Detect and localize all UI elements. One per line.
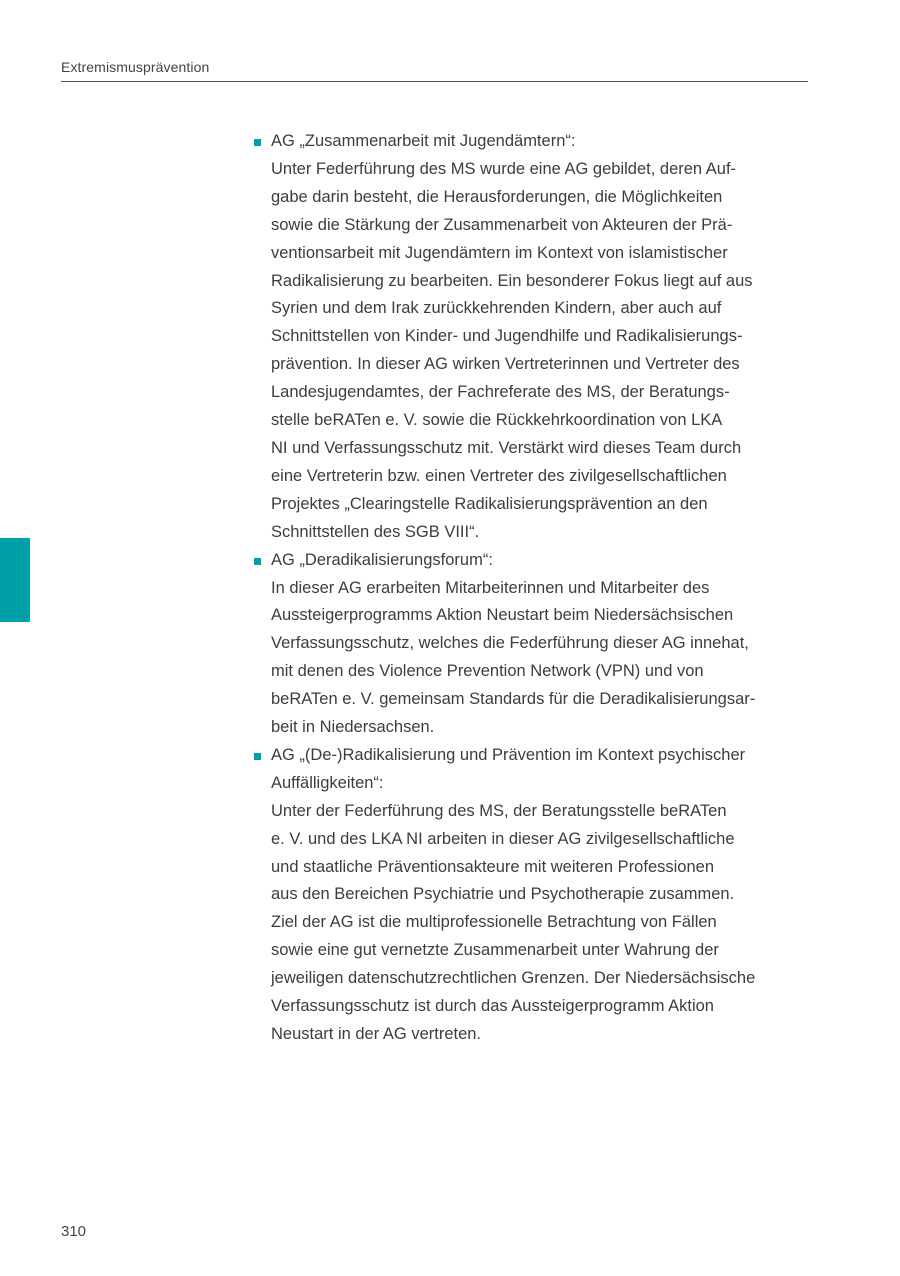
text-line: Neustart in der AG vertreten. [271, 1025, 482, 1043]
running-header: Extremismusprävention [61, 59, 210, 75]
text-line: jeweiligen datenschutzrechtlichen Grenzen. Der Niedersächsische [271, 969, 756, 988]
text-line: eine Vertreterin bzw. einen Vertreter des zivilgesellschaftlichen [271, 466, 727, 485]
text-line: gabe darin besteht, die Herausforderungen, die Möglichkeiten [271, 187, 723, 206]
list-item-body [271, 156, 814, 547]
list-item-body [271, 798, 814, 1049]
list-item [254, 128, 814, 547]
text-line: mit denen des Violence Prevention Network (VPN) und von [271, 662, 704, 681]
text-line: e. V. und des LKA NI arbeiten in dieser AG zivilgesellschaftliche [271, 829, 735, 848]
chapter-side-tab [0, 538, 30, 622]
text-line: Ziel der AG ist die multiprofessionelle Betrachtung von Fällen [271, 913, 717, 932]
working-groups-list [254, 128, 814, 1049]
text-line: prävention. In dieser AG wirken Vertreterinnen und Vertreter des [271, 355, 740, 374]
page-number: 310 [61, 1223, 87, 1240]
text-line: Unter Federführung des MS wurde eine AG gebildet, deren Auf- [271, 159, 737, 178]
text-line: Verfassungsschutz, welches die Federführung dieser AG innehat, [271, 634, 749, 653]
list-item [254, 547, 814, 742]
text-line: In dieser AG erarbeiten Mitarbeiterinnen und Mitarbeiter des [271, 578, 710, 597]
text-line: Projektes „Clearingstelle Radikalisierungsprävention an den [271, 494, 708, 513]
list-item-title: AG „Zusammenarbeit mit Jugendämtern“: [271, 132, 576, 150]
text-line: stelle beRATen e. V. sowie die Rückkehrkoordination von LKA [271, 411, 723, 430]
text-line: Landesjugendamtes, der Fachreferate des MS, der Beratungs- [271, 383, 730, 402]
list-item-title: AG „Deradikalisierungsforum“: [271, 550, 493, 569]
text-line: aus den Bereichen Psychiatrie und Psychotherapie zusammen. [271, 885, 735, 904]
bullet-square-icon [254, 558, 261, 565]
list-item-body [271, 575, 814, 742]
text-line: Radikalisierung zu bearbeiten. Ein besonderer Fokus liegt auf aus [271, 271, 753, 290]
text-line: ventionsarbeit mit Jugendämtern im Kontext von islamistischer [271, 243, 728, 262]
main-content [254, 128, 814, 1049]
list-item [254, 742, 814, 1049]
bullet-square-icon [254, 139, 261, 146]
text-line: Aussteigerprogramms Aktion Neustart beim Niedersächsischen [271, 606, 734, 625]
bullet-square-icon [254, 753, 261, 760]
text-line: Schnittstellen des SGB VIII“. [271, 522, 480, 541]
text-line: beit in Niedersachsen. [271, 718, 435, 737]
text-line: Syrien und dem Irak zurückkehrenden Kindern, aber auch auf [271, 299, 722, 318]
header-divider [61, 81, 808, 82]
text-line: NI und Verfassungsschutz mit. Verstärkt wird dieses Team durch [271, 438, 742, 457]
text-line: sowie eine gut vernetzte Zusammenarbeit unter Wahrung der [271, 941, 719, 960]
text-line: beRATen e. V. gemeinsam Standards für die Deradikalisierungsar- [271, 690, 756, 709]
text-line: Schnittstellen von Kinder- und Jugendhilfe und Radikalisierungs- [271, 327, 743, 346]
text-line: und staatliche Präventionsakteure mit weiteren Professionen [271, 857, 714, 876]
text-line: Verfassungsschutz ist durch das Aussteigerprogramm Aktion [271, 997, 714, 1016]
text-line: sowie die Stärkung der Zusammenarbeit von Akteuren der Prä- [271, 215, 733, 234]
list-item-title: AG „(De-)Radikalisierung und Prävention im Kontext psychischer Auffälligkeiten“: [271, 745, 746, 792]
text-line: Unter der Federführung des MS, der Beratungsstelle beRATen [271, 801, 727, 820]
